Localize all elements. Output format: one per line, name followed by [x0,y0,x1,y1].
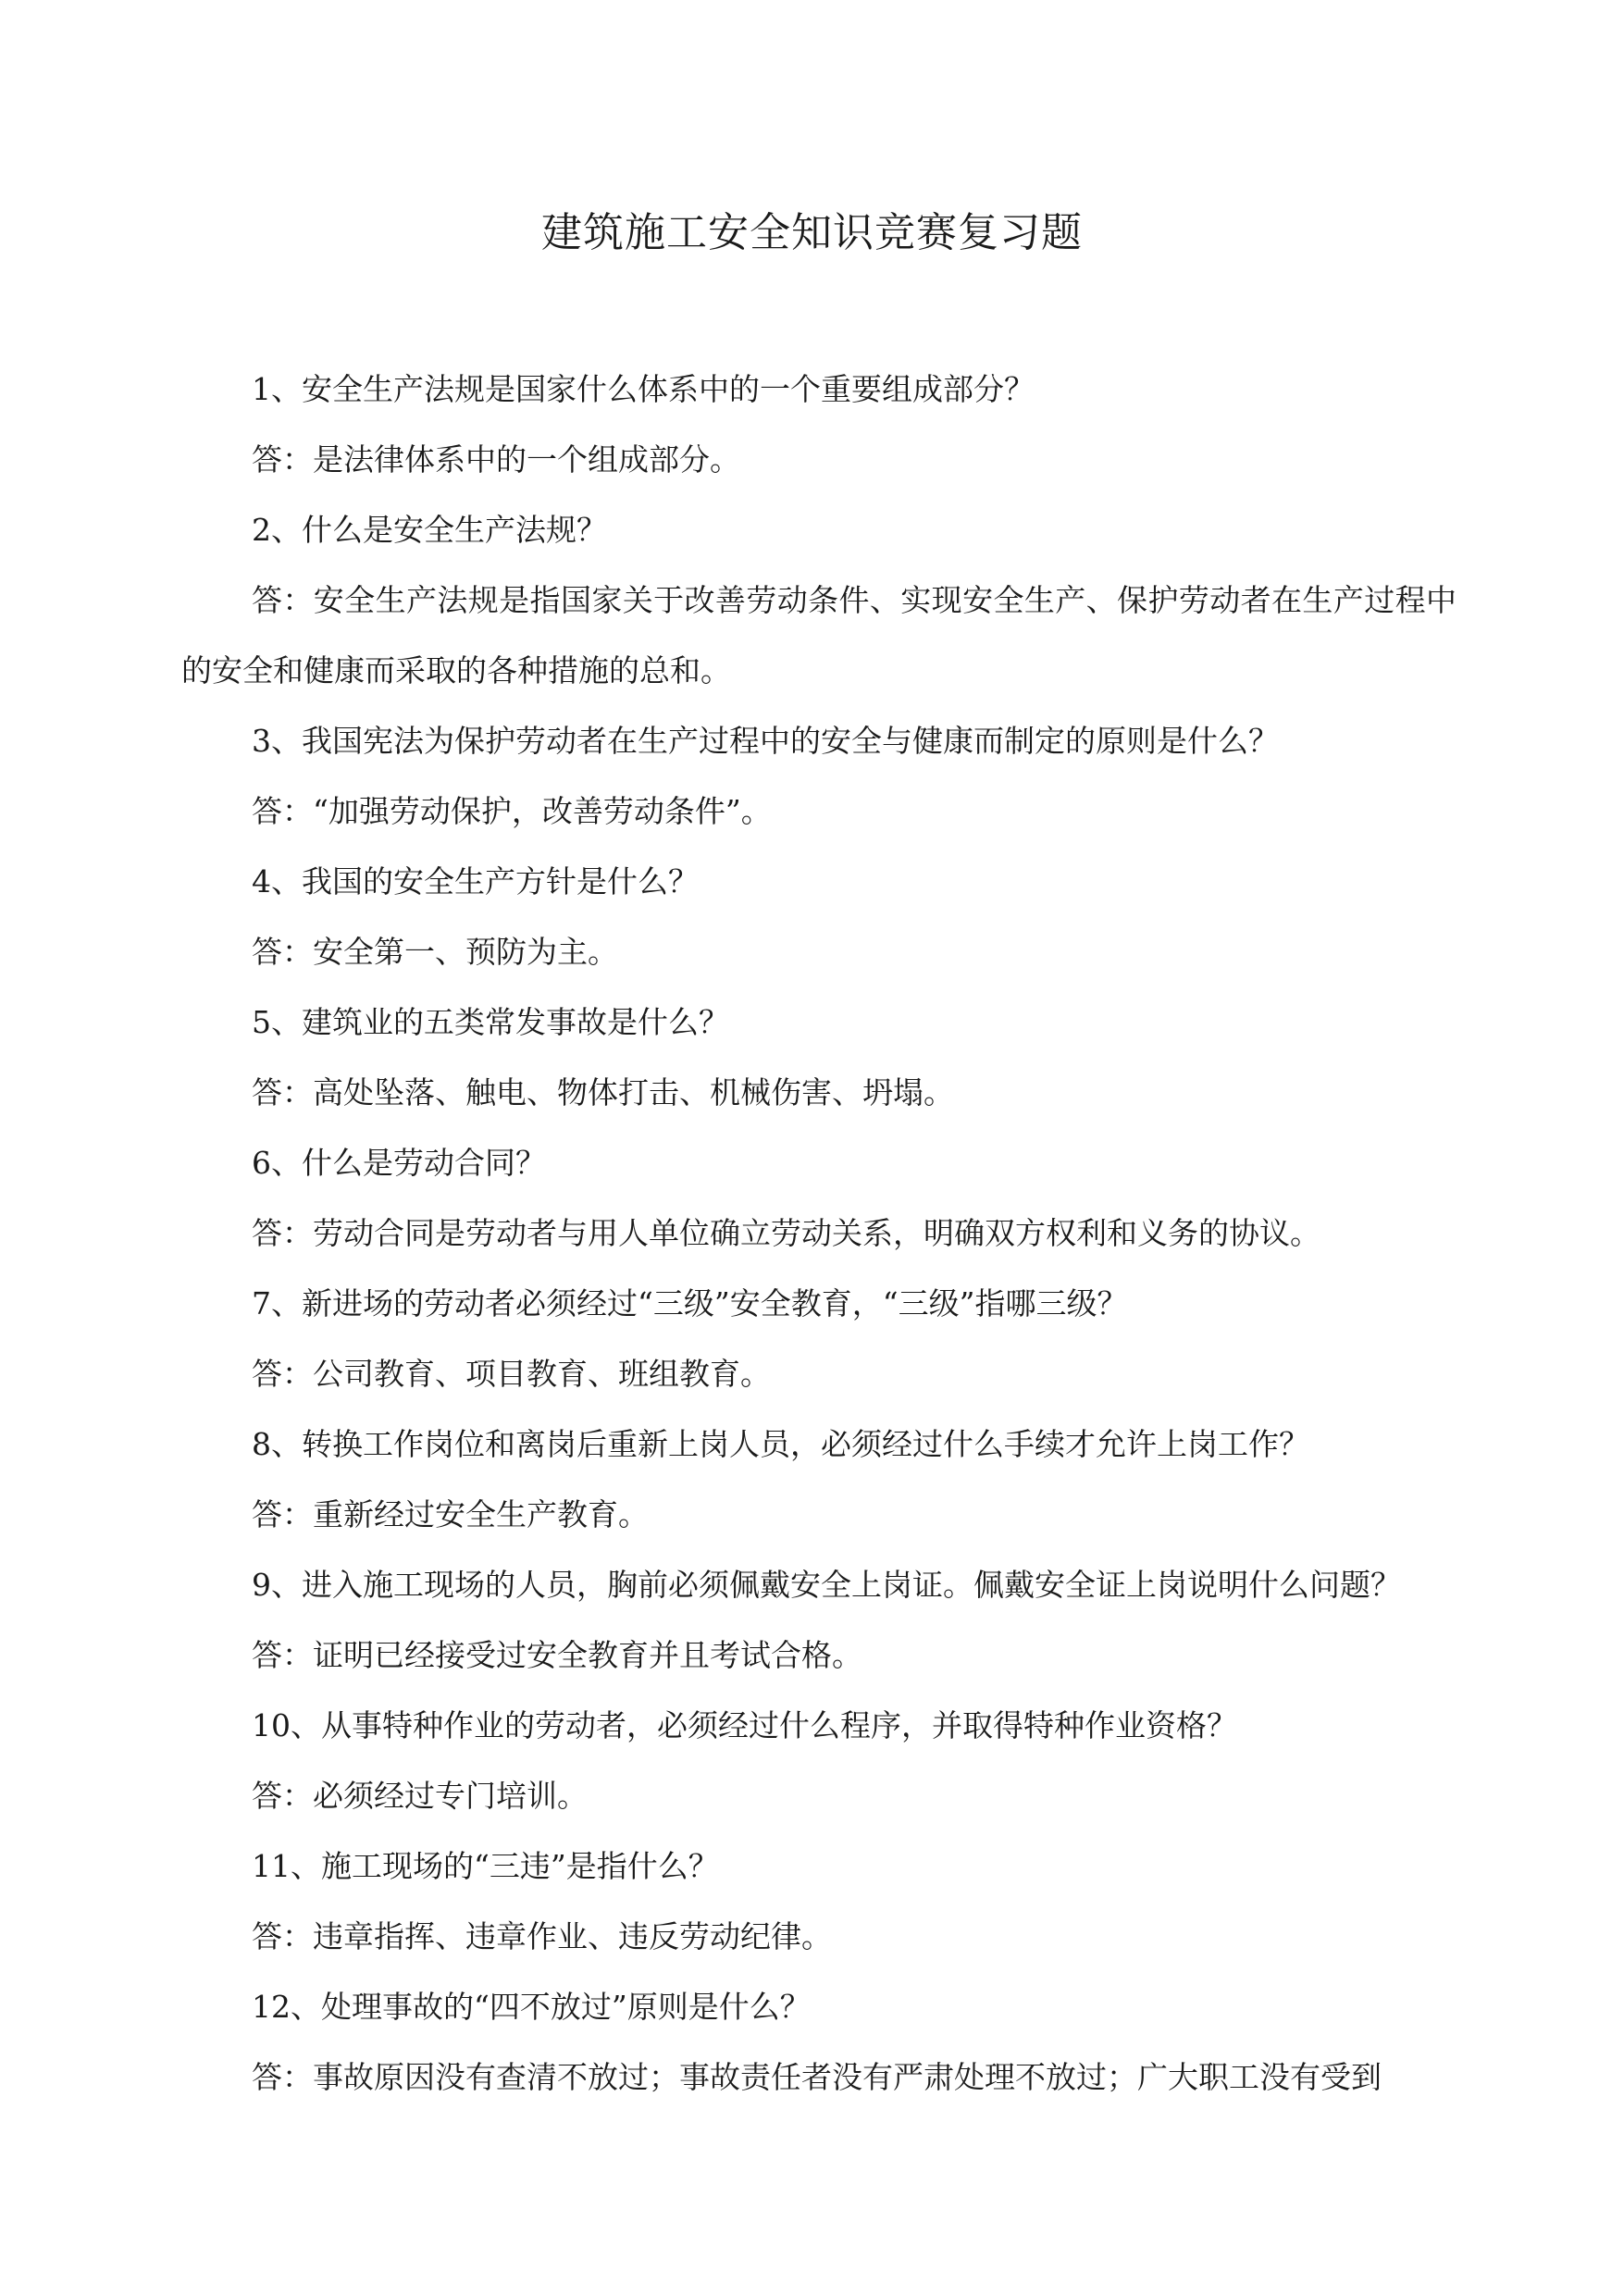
answer-9: 答：证明已经接受过安全教育并且考试合格。 [252,1637,862,1673]
question-9: 9、进入施工现场的人员，胸前必须佩戴安全上岗证。佩戴安全证上岗说明什么问题？ [252,1567,1401,1603]
answer-4: 答：安全第一、预防为主。 [252,934,618,970]
answer-10: 答：必须经过专门培训。 [252,1778,588,1814]
question-5: 5、建筑业的五类常发事故是什么？ [252,1004,729,1040]
answer-8: 答：重新经过安全生产教育。 [252,1496,649,1532]
question-10: 10、从事特种作业的劳动者，必须经过什么程序，并取得特种作业资格？ [252,1707,1237,1743]
question-6: 6、什么是劳动合同？ [252,1145,546,1181]
answer-5: 答：高处坠落、触电、物体打击、机械伤害、坍塌。 [252,1074,954,1110]
question-2: 2、什么是安全生产法规？ [252,512,607,548]
answer-12: 答：事故原因没有查清不放过；事故责任者没有严肃处理不放过；广大职工没有受到 [252,2059,1382,2095]
question-3: 3、我国宪法为保护劳动者在生产过程中的安全与健康而制定的原则是什么？ [252,723,1279,759]
question-7: 7、新进场的劳动者必须经过“三级”安全教育，“三级”指哪三级？ [252,1285,1128,1321]
document-body [181,354,1457,2113]
answer-2: 答：安全生产法规是指国家关于改善劳动条件、实现安全生产、保护劳动者在生产过程中的安全和健康而采取的各种措施的总和。 [181,582,1457,688]
answer-7: 答：公司教育、项目教育、班组教育。 [252,1356,771,1392]
answer-6: 答：劳动合同是劳动者与用人单位确立劳动关系，明确双方权利和义务的协议。 [252,1215,1320,1251]
answer-1: 答：是法律体系中的一个组成部分。 [252,441,740,478]
question-12: 12、处理事故的“四不放过”原则是什么？ [252,1989,811,2025]
page-title: 建筑施工安全知识竞赛复习题 [541,209,1083,256]
question-4: 4、我国的安全生产方针是什么？ [252,863,699,899]
answer-11: 答：违章指挥、违章作业、违反劳动纪律。 [252,1918,832,1954]
answer-3: 答：“加强劳动保护，改善劳动条件”。 [252,793,772,829]
question-1: 1、安全生产法规是国家什么体系中的一个重要组成部分？ [252,371,1035,407]
question-11: 11、施工现场的“三违”是指什么？ [252,1848,719,1884]
question-8: 8、转换工作岗位和离岗后重新上岗人员，必须经过什么手续才允许上岗工作？ [252,1426,1309,1462]
